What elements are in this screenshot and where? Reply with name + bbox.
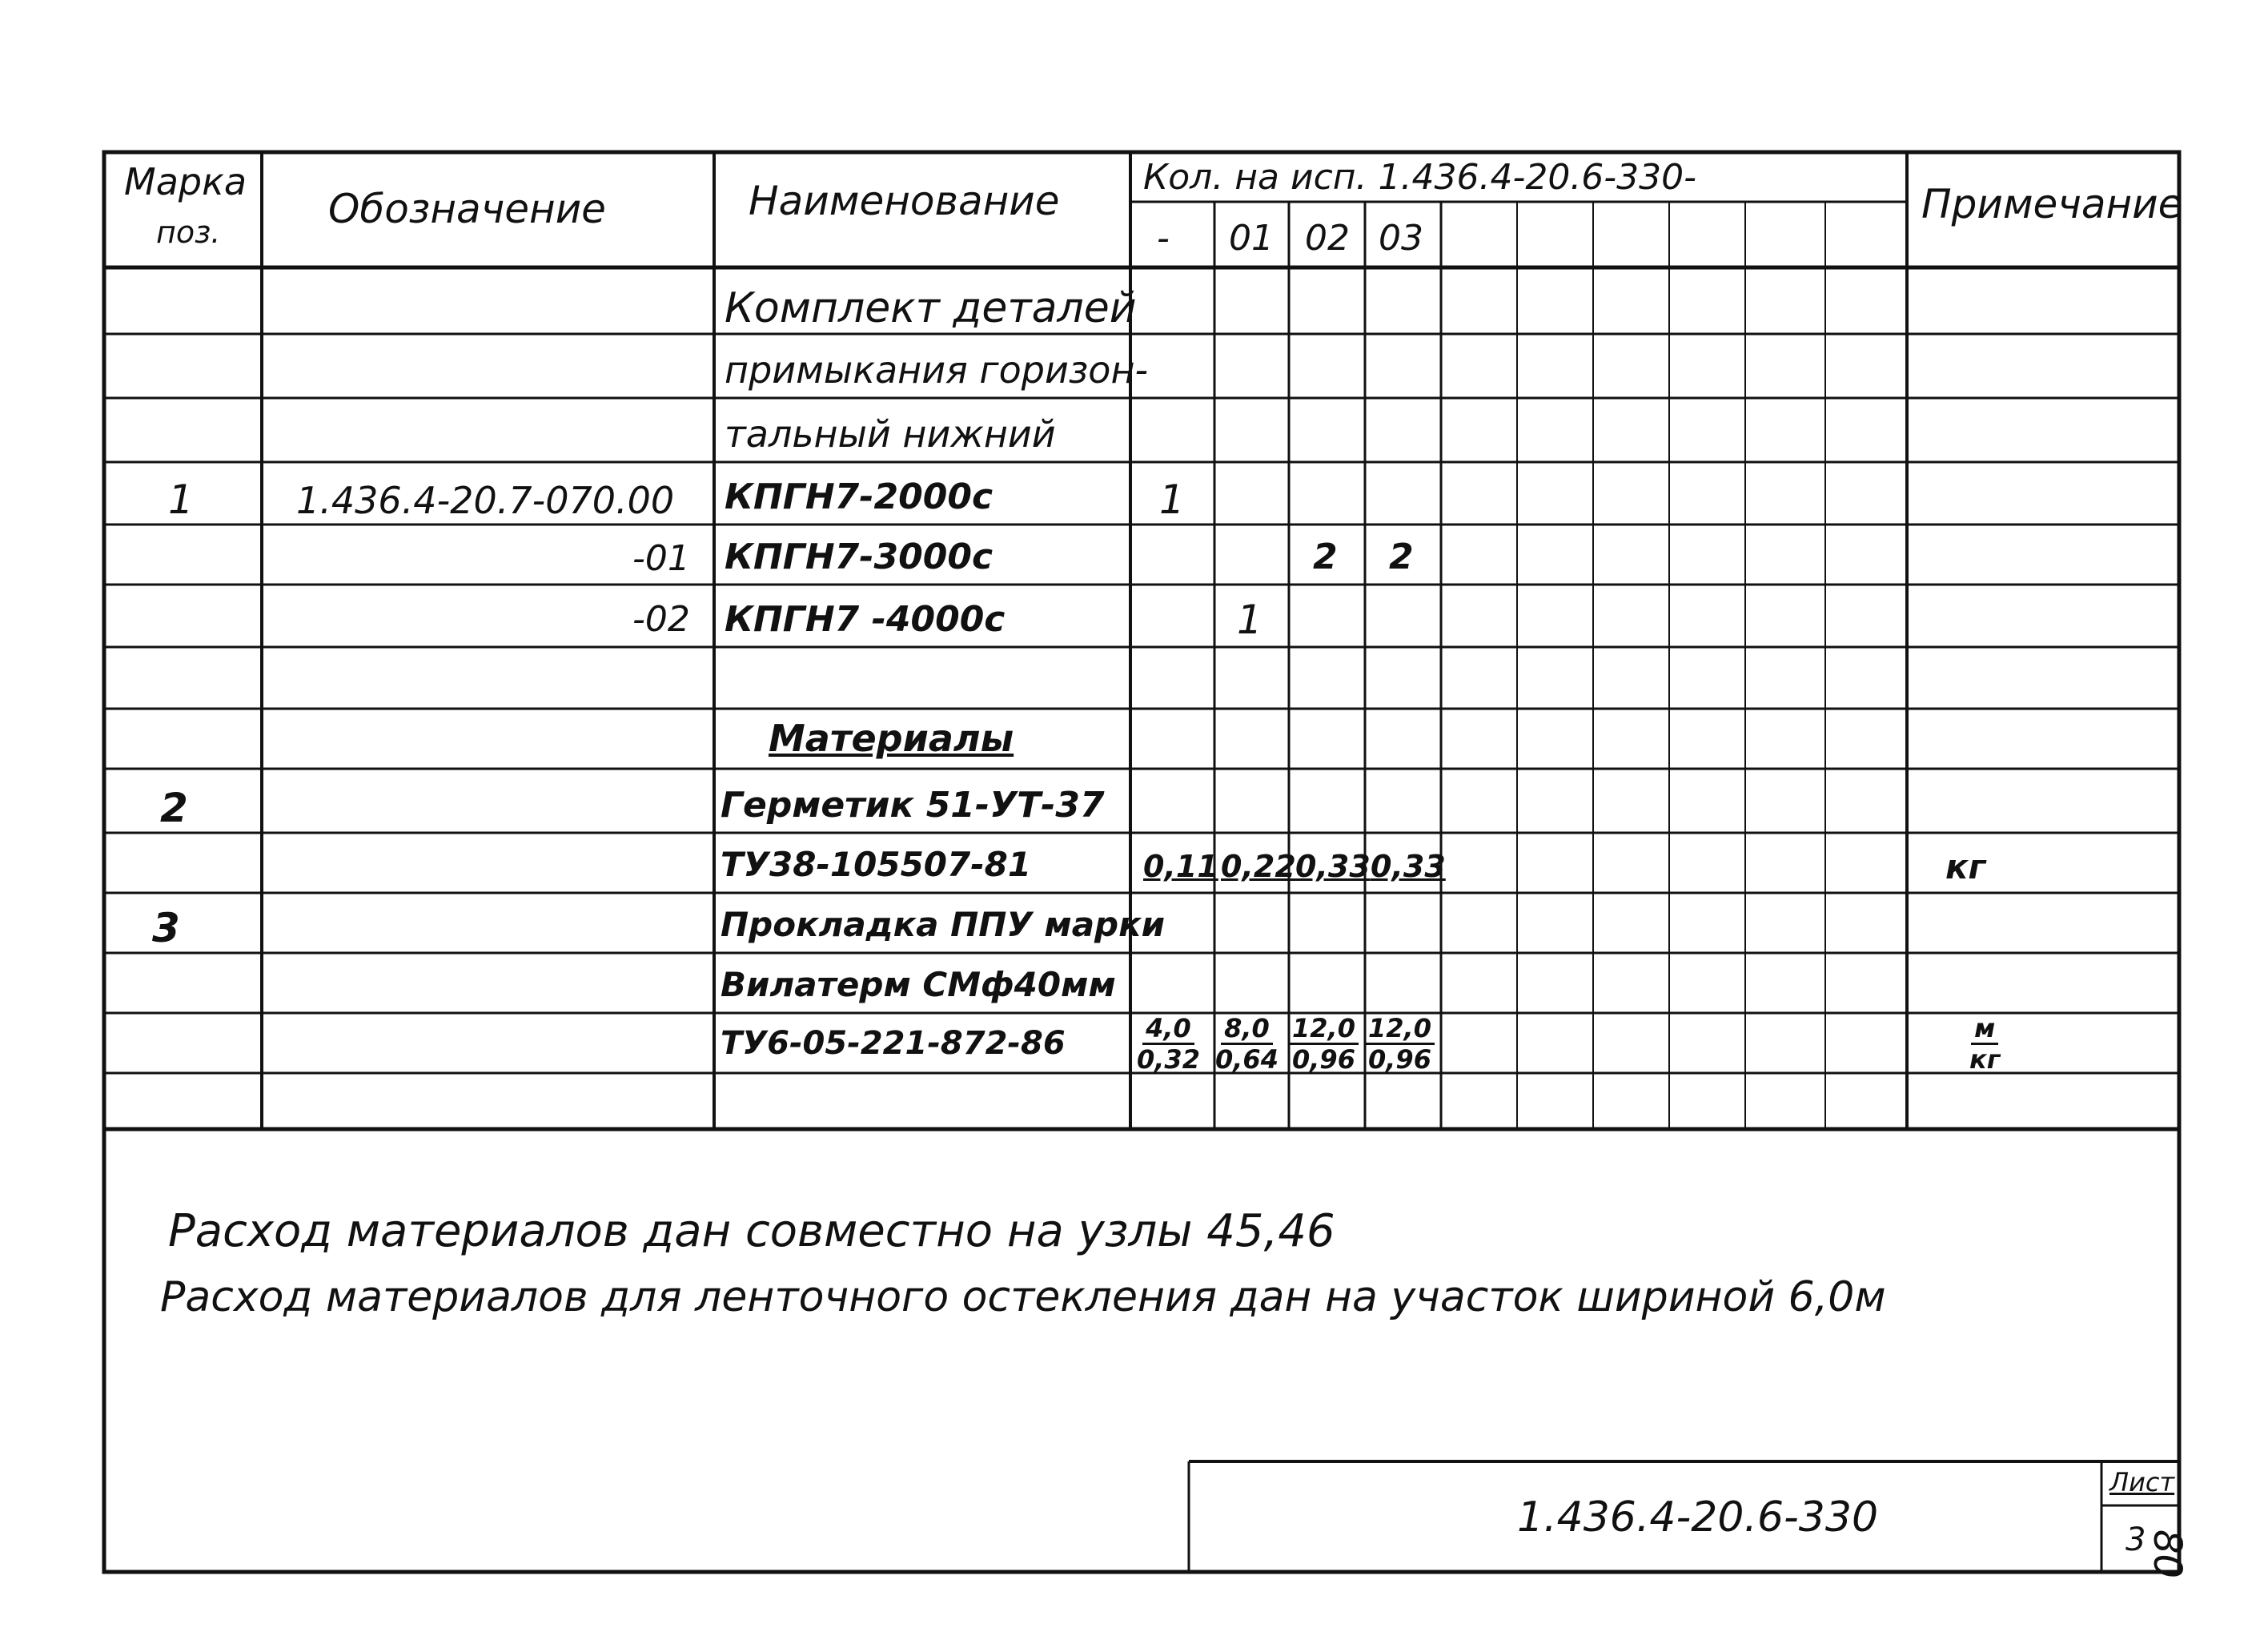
row-qty: 0,33: [1295, 849, 1371, 884]
title-block-designation: 1.436.4-20.6-330: [1517, 1493, 1879, 1542]
row-qty: 0,22: [1221, 849, 1296, 884]
row-name: Вилатерм СМф40мм: [721, 965, 1116, 1004]
row-name-section-title: Материалы: [769, 717, 1014, 760]
title-block-sheet-number: 3: [2125, 1521, 2146, 1558]
header-marka: Марка: [124, 160, 247, 203]
fraction-qty: $\frac{8,0}{0,64}$: [1215, 1013, 1279, 1075]
row-name: ТУ6-05-221-872-86: [721, 1025, 1066, 1062]
row-pos: 3: [152, 905, 180, 951]
row-name: Прокладка ППУ марки: [721, 905, 1166, 944]
row-name: ТУ38-105507-81: [721, 845, 1032, 884]
title-block-sheet-label: Лист: [2109, 1467, 2175, 1497]
header-variant-1: 01: [1229, 218, 1274, 259]
row-qty: 0,11: [1143, 849, 1218, 884]
row-note: кг: [1945, 847, 1986, 886]
row-designation: -01: [632, 538, 690, 579]
row-qty: 2: [1389, 537, 1414, 577]
row-qty: 0,33: [1371, 849, 1446, 884]
row-name: КПГН7-3000с: [725, 537, 994, 577]
header-variant-2: 02: [1305, 218, 1350, 259]
row-name: примыкания горизон-: [725, 348, 1149, 392]
note-line-2: Расход материалов для ленточного остекления дан на участок шириной 6,0м: [160, 1273, 1886, 1321]
row-pos: 2: [160, 785, 188, 831]
row-name: Герметик 51-УТ-37: [721, 785, 1105, 826]
header-poz: поз.: [156, 215, 221, 250]
fraction-qty: $\frac{12,0}{0,96}$: [1365, 1015, 1435, 1072]
fraction-note: м кг: [1969, 1013, 2001, 1075]
header-oboznachenie: Обозначение: [328, 186, 606, 232]
row-pos: 1: [168, 476, 194, 523]
row-name: тальный нижний: [725, 412, 1056, 456]
margin-number: 80: [2145, 1529, 2190, 1579]
row-designation: -02: [632, 599, 690, 640]
fraction-qty: $\frac{12,0}{0,96}$: [1289, 1015, 1359, 1072]
row-name: Комплект деталей: [725, 284, 1137, 332]
header-kol-na-isp: Кол. на исп. 1.436.4-20.6-330-: [1143, 157, 1697, 198]
header-naimenovanie: Наименование: [749, 178, 1060, 224]
fraction-qty: $\frac{4,0}{0,32}$: [1137, 1013, 1200, 1075]
row-qty: 2: [1313, 537, 1338, 577]
note-line-1: Расход материалов дан совместно на узлы 45,46: [168, 1205, 1335, 1257]
row-name: КПГН7 -4000с: [725, 599, 1006, 640]
row-name: КПГН7-2000с: [725, 476, 994, 517]
header-variant-3: 03: [1379, 218, 1423, 259]
row-qty: 1: [1237, 597, 1262, 643]
row-qty: 1: [1159, 476, 1185, 523]
header-variant-0: -: [1157, 218, 1170, 259]
row-designation: 1.436.4-20.7-070.00: [296, 479, 675, 522]
header-primechanie: Примечание: [1921, 181, 2183, 227]
